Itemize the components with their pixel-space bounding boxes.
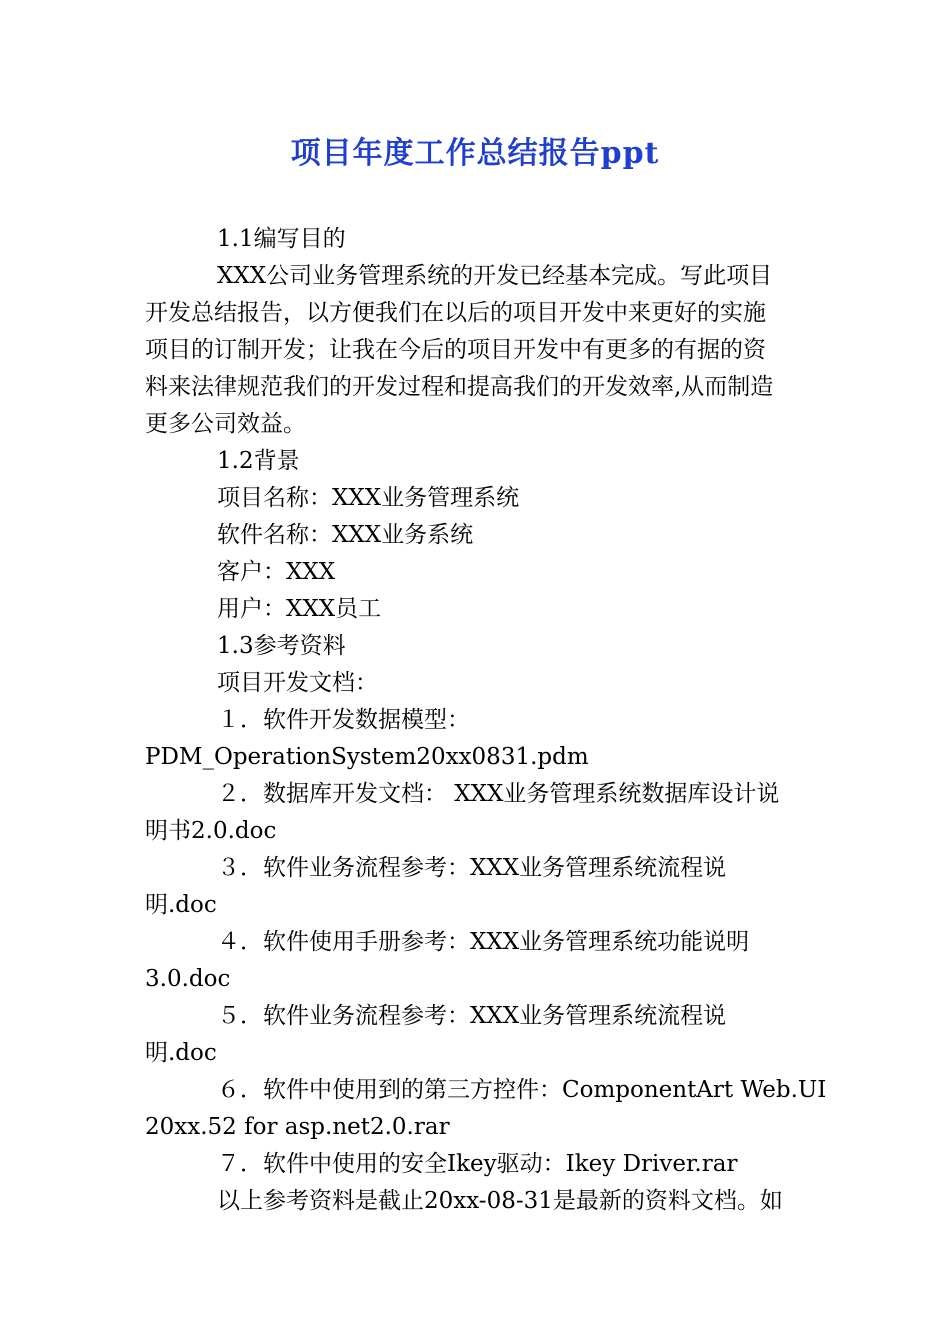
- text-line: 3.0.doc: [145, 966, 231, 992]
- text-line: PDM_OperationSystem20xx0831.pdm: [145, 744, 589, 770]
- text-line: ６．软件中使用到的第三方控件：ComponentArt Web.UI: [217, 1077, 827, 1103]
- text-line: 软件名称：XXX业务系统: [217, 522, 474, 548]
- text-line: 明书2.0.doc: [145, 818, 277, 844]
- text-line: ４．软件使用手册参考：XXX业务管理系统功能说明: [217, 929, 750, 955]
- text-line: 明.doc: [145, 892, 217, 918]
- text-line: 以上参考资料是截止20xx-08-31是最新的资料文档。如: [217, 1188, 783, 1214]
- text-line: 客户：XXX: [217, 559, 336, 585]
- text-line: １．软件开发数据模型：: [217, 707, 470, 733]
- text-line: 明.doc: [145, 1040, 217, 1066]
- text-line: 开发总结报告，以方便我们在以后的项目开发中来更好的实施: [145, 300, 766, 326]
- text-line: 项目开发文档：: [217, 670, 378, 696]
- text-line: XXX公司业务管理系统的开发已经基本完成。写此项目: [217, 263, 773, 289]
- text-line: 项目名称：XXX业务管理系统: [217, 485, 520, 511]
- text-line: 1.1编写目的: [217, 226, 346, 252]
- document-title: 项目年度工作总结报告ppt: [290, 136, 660, 171]
- text-line: 20xx.52 for asp.net2.0.rar: [145, 1114, 450, 1140]
- text-line: ５．软件业务流程参考：XXX业务管理系统流程说: [217, 1003, 727, 1029]
- text-line: 料来法律规范我们的开发过程和提高我们的开发效率,从而制造: [145, 374, 774, 400]
- text-line: 1.3参考资料: [217, 633, 346, 659]
- text-line: 项目的订制开发；让我在今后的项目开发中有更多的有据的资: [145, 337, 766, 363]
- text-line: ２．数据库开发文档： XXX业务管理系统数据库设计说: [217, 781, 780, 807]
- text-line: ３．软件业务流程参考：XXX业务管理系统流程说: [217, 855, 727, 881]
- text-line: ７．软件中使用的安全Ikey驱动：Ikey Driver.rar: [217, 1151, 738, 1177]
- document-body: [145, 221, 827, 1220]
- text-line: 更多公司效益。: [145, 411, 306, 437]
- text-line: 1.2背景: [217, 448, 300, 474]
- text-line: 用户：XXX员工: [217, 596, 382, 622]
